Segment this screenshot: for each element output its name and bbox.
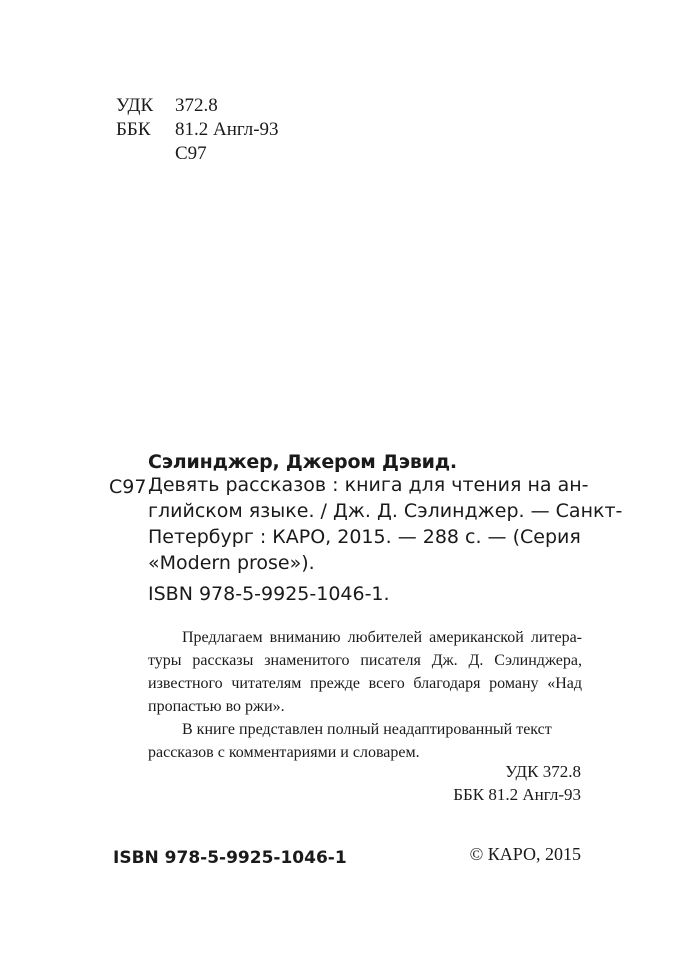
- annotation-line: рассказов с комментариями и словарем.: [148, 744, 420, 761]
- udk-value: 372.8: [175, 95, 218, 116]
- bbk-label: ББК: [116, 119, 151, 140]
- annotation-line: В книге представлен полный неадаптированный текст: [182, 721, 552, 738]
- index-udk: УДК 372.8: [505, 762, 581, 781]
- bbk-value: 81.2 Англ-93: [175, 119, 279, 140]
- annotation-line: туры рассказы знаменитого писателя Дж. Д. Сэлинджера,: [148, 652, 582, 669]
- annotation-line: известного читателям прежде всего благодаря роману «Над: [148, 675, 582, 692]
- copyright: © КАРО, 2015: [469, 844, 581, 864]
- index-bbk: ББК 81.2 Англ-93: [453, 785, 581, 804]
- udk-label: УДК: [116, 95, 154, 116]
- entry-code: С97: [109, 476, 147, 498]
- footer-isbn: ISBN 978-5-9925-1046-1: [113, 848, 347, 868]
- description-line: Петербург : КАРО, 2015. — 288 с. — (Серия: [148, 526, 581, 548]
- annotation-line: Предлагаем вниманию любителей американской литера-: [182, 629, 582, 646]
- entry-isbn: ISBN 978-5-9925-1046-1.: [148, 583, 390, 605]
- description-line: «Modern prose»).: [148, 552, 315, 574]
- description-line: глийском языке. / Дж. Д. Сэлинджер. — Санкт-: [148, 500, 623, 522]
- author-mark: С97: [175, 143, 207, 164]
- description-line: Девять рассказов : книга для чтения на ан-: [148, 474, 589, 496]
- annotation-line: пропастью во ржи».: [148, 698, 285, 715]
- author-heading: Сэлинджер, Джером Дэвид.: [148, 451, 457, 473]
